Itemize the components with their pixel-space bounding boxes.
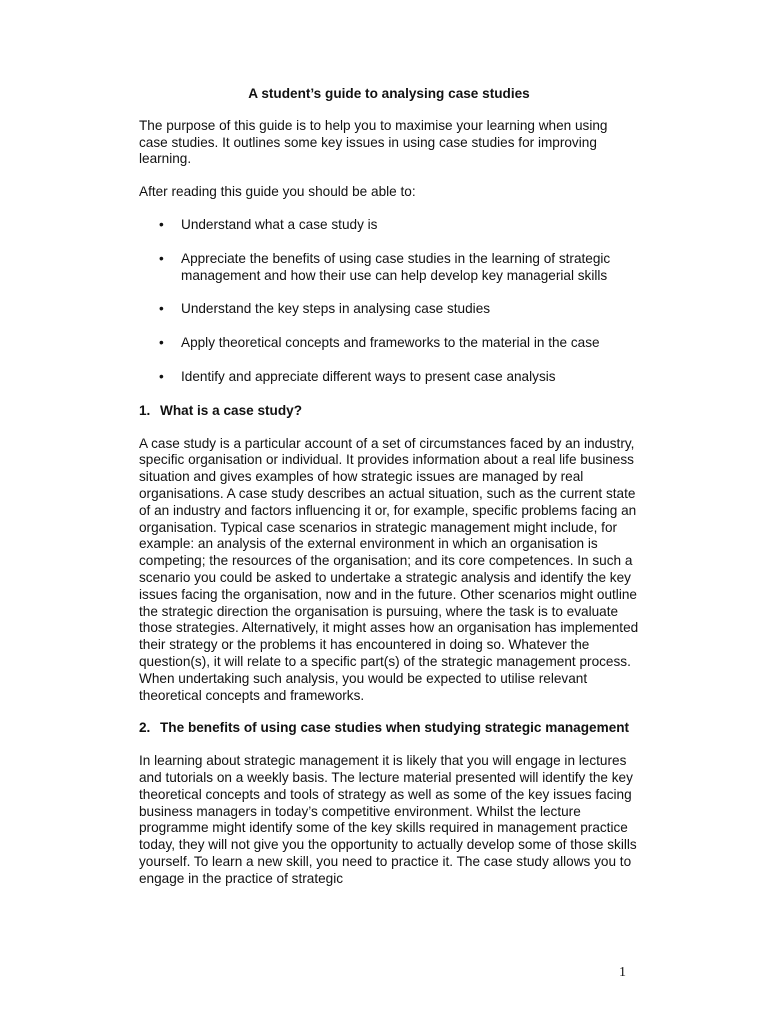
bullet-icon: • — [159, 216, 164, 232]
objectives-list — [139, 217, 639, 386]
list-item — [139, 369, 639, 386]
section-heading-2 — [139, 720, 639, 737]
objective-text: Apply theoretical concepts and frameworks to the material in the case — [181, 335, 600, 351]
section-heading-1 — [139, 403, 639, 420]
bullet-icon: • — [159, 368, 164, 384]
bullet-icon: • — [159, 335, 164, 351]
section-title: The benefits of using case studies when studying strategic management — [160, 720, 630, 736]
document-page — [139, 86, 639, 903]
objective-text: Appreciate the benefits of using case studies in the learning of strategic management and how their use can help develop key managerial skills — [181, 250, 611, 283]
bullet-icon: • — [159, 250, 164, 266]
document-title: A student’s guide to analysing case studies — [248, 86, 530, 101]
objective-text: Understand the key steps in analysing case studies — [181, 301, 491, 317]
objective-text: Identify and appreciate different ways to present case analysis — [181, 368, 556, 384]
list-item — [139, 217, 639, 234]
section-number: 1. — [139, 402, 151, 418]
list-item — [139, 251, 639, 285]
section-body-1: A case study is a particular account of a set of circumstances faced by an industry, specific organisation or individual. It provides information about a real life business situation and gives examples of how strategic issues are managed by real organisations. A case study describes an actual situation, such as the current state of an industry and factors influencing it or, for example, specific problems facing an organisation. Typical case scenarios in strategic management might include, for example: an analysis of the external environment in which an organisation is competing; the resources of the organisation; and its core competences. In such a scenario you could be asked to undertake a strategic analysis and identify the key issues facing the organisation, now and in the future. Other scenarios might outline the strategic direction the organisation is pursuing, where the task is to evaluate those strategies. Alternatively, it might asses how an organisation has implemented their strategy or the problems it has encountered in doing so. Whatever the question(s), it will relate to a specific part(s) of the strategic management process. When undertaking such analysis, you would be expected to utilise relevant theoretical concepts and frameworks. — [139, 435, 639, 703]
section-title: What is a case study? — [160, 402, 303, 418]
section-body-2: In learning about strategic management it is likely that you will engage in lectures and tutorials on a weekly basis. The lecture material presented will identify the key theoretical concepts and tools of strategy as well as some of the key issues facing business managers in today’s competitive environment. Whilst the lecture programme might identify some of the key skills required in management practice today, they will not give you the opportunity to actually develop some of those skills yourself. To learn a new skill, you need to practice it. The case study allows you to engage in the practice of strategic — [139, 753, 637, 886]
bullet-icon: • — [159, 301, 164, 317]
list-item — [139, 301, 639, 318]
page-number: 1 — [619, 965, 626, 980]
objective-text: Understand what a case study is — [181, 216, 378, 232]
intro-paragraph: The purpose of this guide is to help you to maximise your learning when using case studies. It outlines some key issues in using case studies for improving learning. — [139, 117, 608, 167]
list-item — [139, 335, 639, 352]
section-number: 2. — [139, 720, 151, 736]
lead-in-paragraph: After reading this guide you should be able to: — [139, 184, 416, 200]
